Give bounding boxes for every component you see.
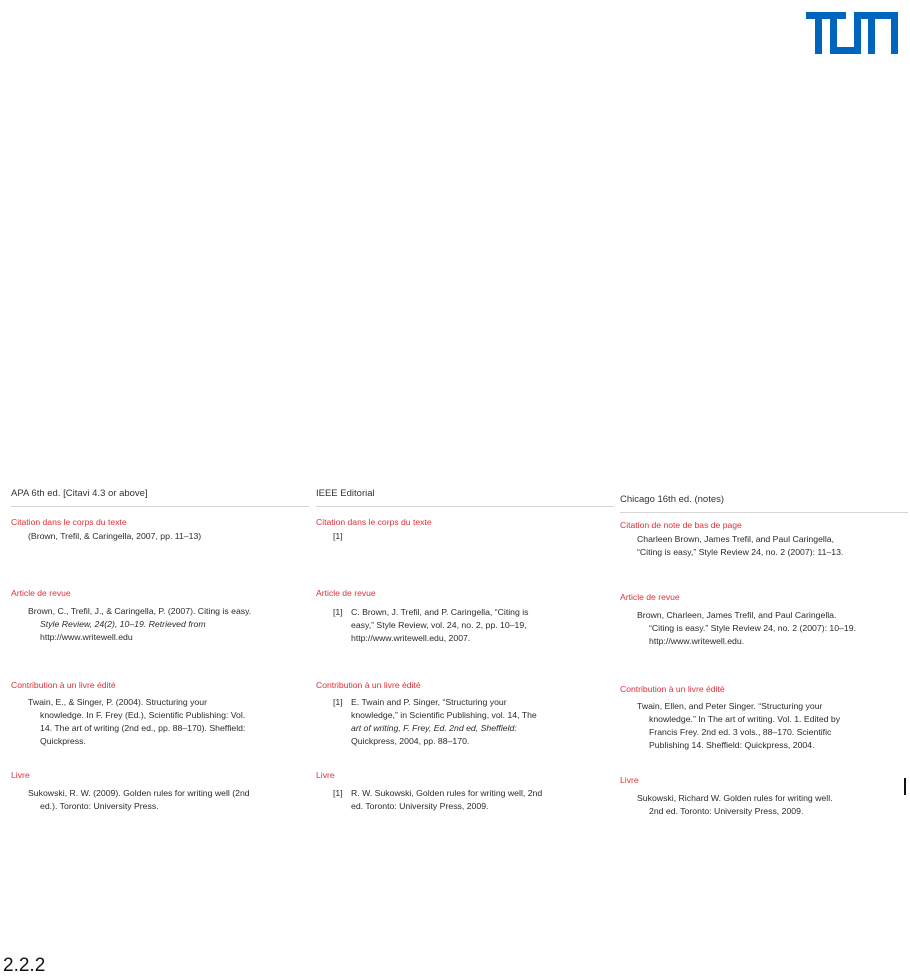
section-heading: Contribution à un livre édité: [11, 680, 116, 690]
citation-entry: [11, 530, 309, 543]
entry-line: Brown, Charleen, James Trefil, and Paul Caringella.: [637, 610, 837, 620]
reference-number: [1]: [333, 607, 343, 617]
entry-line: Quickpress.: [40, 736, 86, 746]
entry-line: easy,” Style Review, vol. 24, no. 2, pp. 10–19,: [351, 620, 527, 630]
citation-entry: [11, 787, 309, 813]
entry-line: Twain, E., & Singer, P. (2004). Structuring your: [28, 697, 207, 707]
journal-article-section: [316, 587, 614, 645]
section-heading: Livre: [11, 770, 30, 780]
citation-entry: [316, 606, 614, 645]
ieee-column: [316, 487, 614, 811]
section-number: 2.2.2: [3, 955, 46, 976]
edited-book-section: [11, 679, 309, 748]
entry-line: (Brown, Trefil, & Caringella, 2007, pp. 11–13): [28, 531, 202, 541]
entry-line: Style Review, 24(2), 10–19. Retrieved from: [40, 619, 206, 629]
entry-line: http://www.writewell.edu, 2007.: [351, 633, 471, 643]
apa-column: [11, 487, 309, 811]
entry-line: http://www.writewell.edu: [40, 632, 133, 642]
intext-citation-section: [11, 516, 309, 543]
reference-number: [1]: [333, 697, 343, 707]
citation-entry: [316, 696, 614, 748]
entry-line: E. Twain and P. Singer, “Structuring your: [351, 697, 507, 707]
section-heading: Citation dans le corps du texte: [316, 517, 432, 527]
entry-line: knowledge.” In The art of writing. Vol. 1. Edited by: [649, 714, 841, 724]
citation-entry: [316, 787, 614, 813]
footnote-citation-section: [620, 519, 908, 559]
entry-line: knowledge. In F. Frey (Ed.), Scientific Publishing: Vol.: [40, 710, 246, 720]
entry-line: Quickpress, 2004, pp. 88–170.: [351, 736, 470, 746]
citation-entry: [11, 605, 309, 644]
entry-line: Charleen Brown, James Trefil, and Paul Caringella,: [637, 534, 835, 544]
entry-line: 2nd ed. Toronto: University Press, 2009.: [649, 806, 804, 816]
intext-citation-section: [316, 516, 614, 543]
entry-line: “Citing is easy,” Style Review 24, no. 2 (2007): 11–13.: [637, 547, 844, 557]
entry-line: Brown, C., Trefil, J., & Caringella, P. (2007). Citing is easy.: [28, 606, 252, 616]
style-title: IEEE Editorial: [316, 487, 614, 507]
book-section: [11, 769, 309, 813]
chicago-column: [620, 487, 908, 816]
section-heading: Contribution à un livre édité: [316, 680, 421, 690]
entry-line: [1]: [333, 531, 343, 541]
citation-entry: [620, 609, 908, 648]
entry-line: Publishing 14. Sheffield: Quickpress, 2004.: [649, 740, 815, 750]
entry-line: art of writing, F. Frey, Ed. 2nd ed, Sheffield:: [351, 723, 517, 733]
reference-number: [1]: [333, 788, 343, 798]
section-heading: Livre: [316, 770, 335, 780]
citation-entry: [620, 533, 908, 559]
edited-book-section: [316, 679, 614, 748]
section-heading: Article de revue: [620, 592, 680, 602]
journal-article-section: [620, 591, 908, 648]
section-heading: Article de revue: [11, 588, 71, 598]
entry-line: http://www.writewell.edu.: [649, 636, 745, 646]
entry-line: ed.). Toronto: University Press.: [40, 801, 159, 811]
entry-line: Sukowski, Richard W. Golden rules for writing well.: [637, 793, 833, 803]
entry-line: R. W. Sukowski, Golden rules for writing well, 2nd: [351, 788, 543, 798]
edited-book-section: [620, 683, 908, 752]
section-heading: Citation de note de bas de page: [620, 520, 742, 530]
section-heading: Article de revue: [316, 588, 376, 598]
citation-entry: [11, 696, 309, 748]
text-cursor: [904, 778, 906, 795]
book-section: [316, 769, 614, 813]
journal-article-section: [11, 587, 309, 644]
section-heading: Citation dans le corps du texte: [11, 517, 127, 527]
entry-line: “Citing is easy.” Style Review 24, no. 2 (2007): 10–19.: [649, 623, 856, 633]
citation-entry: [620, 700, 908, 752]
style-title: APA 6th ed. [Citavi 4.3 or above]: [11, 487, 309, 507]
tum-logo: [806, 12, 898, 54]
entry-line: Twain, Ellen, and Peter Singer. “Structuring your: [637, 701, 823, 711]
entry-line: 14. The art of writing (2nd ed., pp. 88–170). Sheffield:: [40, 723, 246, 733]
citation-entry: [620, 792, 908, 818]
style-title: Chicago 16th ed. (notes): [620, 493, 908, 513]
section-heading: Livre: [620, 775, 639, 785]
section-heading: Contribution à un livre édité: [620, 684, 725, 694]
entry-line: C. Brown, J. Trefil, and P. Caringella, “Citing is: [351, 607, 529, 617]
entry-line: knowledge,” in Scientific Publishing, vol. 14, The: [351, 710, 537, 720]
entry-line: Francis Frey. 2nd ed. 3 vols., 88–170. Scientific: [649, 727, 832, 737]
book-section: [620, 774, 908, 818]
entry-line: Sukowski, R. W. (2009). Golden rules for writing well (2nd: [28, 788, 250, 798]
citation-entry: [316, 530, 614, 543]
entry-line: ed. Toronto: University Press, 2009.: [351, 801, 489, 811]
